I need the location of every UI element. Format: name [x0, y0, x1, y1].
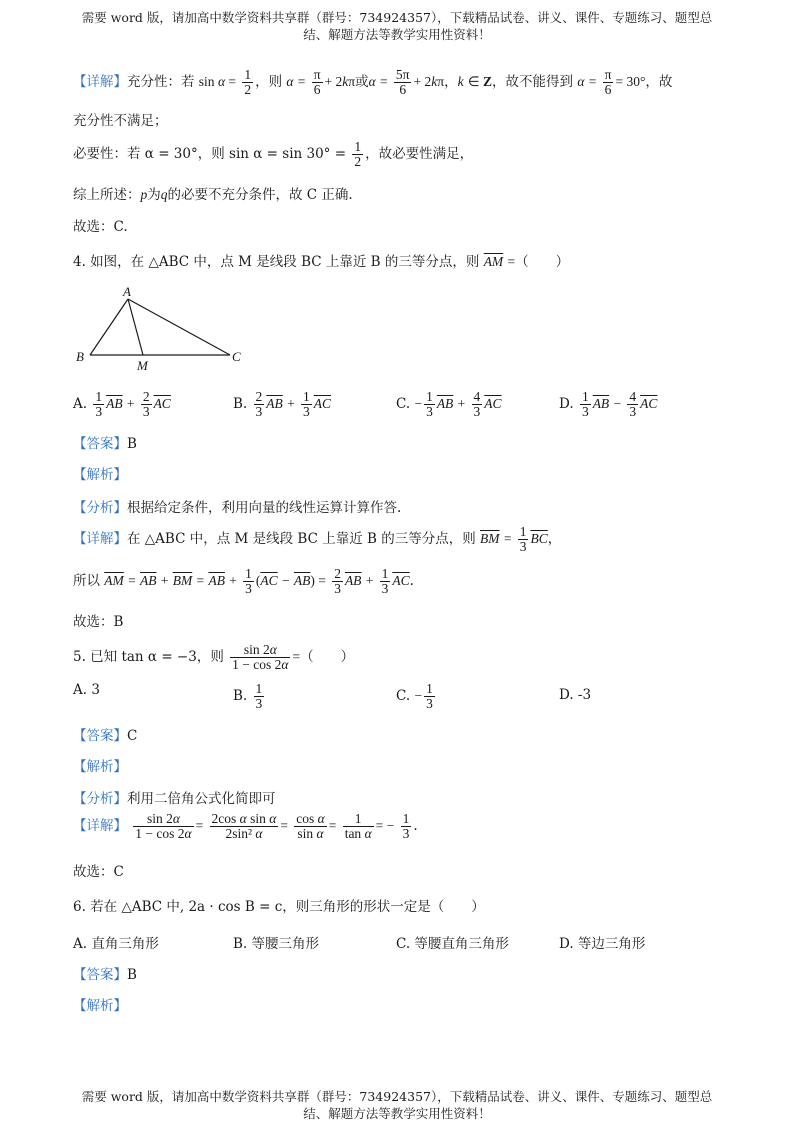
q6-option-c: C. 等腰直角三角形 [396, 936, 509, 952]
label-b: B [76, 349, 84, 364]
header-line-2: 结、解题方法等教学实用性资料！ [303, 27, 491, 42]
q6-analysis-tag: 【解析】 [73, 998, 127, 1014]
label-m: M [137, 358, 148, 373]
q4-derivation: 所以 $\overline{AM} = \overline{AB} + \overline{BM} = \overline{AB}$ + $\frac{1}{3}$ $(\overline{AC} - \overline{AB})$ = $\frac{2}{3}$ $\overline{AB}$ + $\frac{1}{3}$ $\overline{AC}$. [73, 566, 414, 596]
footer-line-1: 需要 word 版，请加高中数学资料共享群（群号：734924357），下载精品试卷、讲义、课件、专题练习、题型总 [81, 1089, 713, 1104]
q4-analysis-tag: 【解析】 [73, 467, 127, 483]
segment-am [128, 299, 143, 355]
q4-answer: 【答案】B [73, 436, 137, 452]
label-c: C [232, 349, 241, 364]
q6-stem: 6. 若在 △ABC 中, 2a · cos B = c，则三角形的形状一定是（ ） [73, 899, 485, 915]
q5-select: 故选：C [73, 864, 124, 880]
footer-line-2: 结、解题方法等教学实用性资料！ [303, 1106, 491, 1121]
q4-option-c: C. − $\frac{1}{3}$ $\overline{AB}$ + $\frac{4}{3}$ $\overline{AC}$ [396, 389, 502, 419]
q4-detail: 【详解】在 △ABC 中，点 M 是线段 BC 上靠近 B 的三等分点，则 $\overline{BM}$ = $\frac{1}{3}$ $\overline{BC}$， [73, 524, 562, 554]
q5-fenxi: 【分析】利用二倍角公式化简即可 [73, 791, 276, 807]
q3-necessity: 必要性：若 α = 30°，则 sin α = sin 30° = $\frac{1}{2}$ ，故必要性满足， [73, 139, 474, 169]
q4-fenxi: 【分析】根据给定条件，利用向量的线性运算计算作答. [73, 500, 402, 516]
q4-option-b: B. $\frac{2}{3}$ $\overline{AB}$ + $\frac{1}{3}$ $\overline{AC}$ [233, 389, 331, 419]
q6-option-d: D. 等边三角形 [559, 936, 646, 952]
q4-option-d: D. $\frac{1}{3}$ $\overline{AB}$ − $\frac{4}{3}$ $\overline{AC}$ [559, 389, 658, 419]
label-a: A [123, 284, 131, 299]
q4-select: 故选：B [73, 614, 124, 630]
q3-suff-line2: 充分性不满足； [73, 113, 168, 129]
side-ab [90, 299, 128, 355]
detail-tag: 【详解】 [73, 74, 127, 90]
q5-option-c: C. − $\frac{1}{3}$ [396, 681, 433, 711]
q5-answer: 【答案】C [73, 728, 138, 744]
q4-option-a: A. $\frac{1}{3}$ $\overline{AB}$ + $\frac{2}{3}$ $\overline{AC}$ [73, 389, 171, 419]
q5-option-d: D. -3 [559, 687, 592, 703]
q3-summary: 综上所述：p为q的必要不充分条件，故 C 正确. [73, 187, 353, 203]
q3-select: 故选：C. [73, 219, 128, 235]
side-ac [128, 299, 230, 355]
q6-answer: 【答案】B [73, 967, 137, 983]
q5-detail: 【详解】 $\frac{\sin 2\alpha}{1 - \cos 2\alpha}$ = $\frac{\text{2cos α sin α}}{\text{2sin² α}}$ = $\frac{\text{cos α}}{\text{sin α}}$ = $\frac{1}{\text{tan α}}$ = − $\frac{1}{3}$ . [73, 811, 418, 841]
q6-option-b: B. 等腰三角形 [233, 936, 320, 952]
q5-option-b: B. $\frac{1}{3}$ [233, 681, 263, 711]
q5-stem: 5. 已知 tan α = −3，则 $\frac{\sin 2\alpha}{1 - \cos 2\alpha}$ =（ ） [73, 642, 355, 672]
triangle-figure [70, 283, 260, 375]
q4-stem: 4. 如图，在 △ABC 中，点 M 是线段 BC 上靠近 B 的三等分点，则 $\overline{AM}$ =（ ） [73, 254, 570, 270]
header-line-1: 需要 word 版，请加高中数学资料共享群（群号：734924357），下载精品试卷、讲义、课件、专题练习、题型总 [81, 10, 713, 25]
q6-option-a: A. 直角三角形 [73, 936, 159, 952]
q5-analysis-tag: 【解析】 [73, 759, 127, 775]
q5-option-a: A. 3 [73, 682, 100, 698]
q3-sufficiency: 【详解】充分性：若 sin α = $\frac{1}{2}$ ，则 α = $\frac{\pi}{6}$ + 2kπ或α = $\frac{5\pi}{6}$ + 2kπ，k ∈ Z，故不能得到 α = $\frac{\pi}{6}$ = 30°，故 [73, 67, 673, 97]
